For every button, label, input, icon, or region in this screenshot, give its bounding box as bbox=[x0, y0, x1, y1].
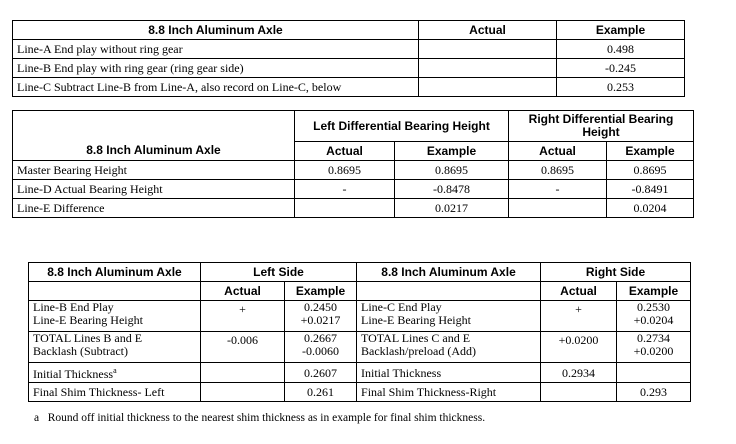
left-example-cell: 0.261 bbox=[285, 383, 357, 402]
row-label: Line-E Difference bbox=[13, 199, 295, 218]
row-label-line: Line-C End Play bbox=[361, 300, 442, 314]
footnote-marker: a bbox=[113, 366, 117, 375]
table-row bbox=[29, 383, 691, 402]
left-actual-cell[interactable] bbox=[201, 383, 285, 402]
row-label-text: Initial Thickness bbox=[33, 367, 114, 381]
row-label: Line-C Subtract Line-B from Line-A, also record on Line-C, below bbox=[13, 78, 419, 97]
actual-header: Actual bbox=[201, 282, 285, 301]
table-row bbox=[13, 59, 685, 78]
left-actual-cell[interactable]: + bbox=[201, 301, 285, 332]
footnote bbox=[34, 412, 485, 424]
left-example-cell: 0.8695 bbox=[395, 161, 509, 180]
row-label-line: Backlash/preload (Add) bbox=[361, 344, 476, 358]
left-side-header: Left Side bbox=[201, 263, 357, 282]
left-example-cell bbox=[285, 332, 357, 363]
footnote-text: Round off initial thickness to the nearest shim thickness as in example for final shim thickness. bbox=[47, 412, 486, 424]
example-header: Example bbox=[285, 282, 357, 301]
blank-cell bbox=[29, 282, 201, 301]
right-example-cell: -0.8491 bbox=[607, 180, 694, 199]
left-example-cell: 0.0217 bbox=[395, 199, 509, 218]
left-actual-cell[interactable]: - bbox=[295, 180, 395, 199]
table-subheader-row bbox=[29, 282, 691, 301]
right-example-cell: 0.293 bbox=[617, 383, 691, 402]
example-value: -0.0060 bbox=[302, 344, 339, 358]
left-example-cell: 0.2607 bbox=[285, 363, 357, 383]
row-label: Master Bearing Height bbox=[13, 161, 295, 180]
row-label-line: Backlash (Subtract) bbox=[33, 344, 128, 358]
right-example-cell: 0.0204 bbox=[607, 199, 694, 218]
right-actual-cell[interactable] bbox=[541, 383, 617, 402]
row-label-line: Line-E Bearing Height bbox=[361, 313, 471, 327]
table-row bbox=[29, 301, 691, 332]
end-play-table bbox=[12, 20, 685, 97]
left-example-cell: -0.8478 bbox=[395, 180, 509, 199]
row-label-line: Line-E Bearing Height bbox=[33, 313, 143, 327]
example-header: Example bbox=[557, 21, 685, 40]
right-table-title: 8.8 Inch Aluminum Axle bbox=[357, 263, 541, 282]
table-title: 8.8 Inch Aluminum Axle bbox=[13, 111, 295, 161]
actual-cell[interactable] bbox=[419, 78, 557, 97]
table-header-row bbox=[29, 263, 691, 282]
right-side-header: Right Side bbox=[541, 263, 691, 282]
actual-cell[interactable] bbox=[419, 59, 557, 78]
table-row bbox=[29, 363, 691, 383]
left-actual-cell[interactable] bbox=[295, 199, 395, 218]
row-label bbox=[357, 301, 541, 332]
example-value: +0.0200 bbox=[633, 344, 674, 358]
right-actual-cell[interactable]: + bbox=[541, 301, 617, 332]
right-example-cell: 0.8695 bbox=[607, 161, 694, 180]
left-table-title: 8.8 Inch Aluminum Axle bbox=[29, 263, 201, 282]
example-header: Example bbox=[607, 142, 694, 161]
left-example-cell bbox=[285, 301, 357, 332]
example-value: 0.2530 bbox=[637, 300, 671, 314]
table-row bbox=[13, 78, 685, 97]
right-actual-cell[interactable] bbox=[509, 199, 607, 218]
actual-header: Actual bbox=[509, 142, 607, 161]
row-label: Initial Thickness bbox=[357, 363, 541, 383]
row-label bbox=[29, 363, 201, 383]
right-actual-cell[interactable]: 0.8695 bbox=[509, 161, 607, 180]
left-actual-cell[interactable]: -0.006 bbox=[201, 332, 285, 363]
right-example-cell bbox=[617, 301, 691, 332]
right-actual-cell[interactable]: +0.0200 bbox=[541, 332, 617, 363]
example-cell: -0.245 bbox=[557, 59, 685, 78]
table-title: 8.8 Inch Aluminum Axle bbox=[13, 21, 419, 40]
example-cell: 0.498 bbox=[557, 40, 685, 59]
shim-thickness-table bbox=[28, 262, 691, 402]
row-label bbox=[29, 332, 201, 363]
table-row bbox=[13, 40, 685, 59]
example-value: 0.2667 bbox=[304, 331, 337, 345]
table-row bbox=[13, 199, 694, 218]
table-row bbox=[13, 180, 694, 199]
example-value: +0.0204 bbox=[633, 313, 674, 327]
example-value: 0.2450 bbox=[304, 300, 337, 314]
actual-header: Actual bbox=[541, 282, 617, 301]
left-actual-cell[interactable]: 0.8695 bbox=[295, 161, 395, 180]
left-actual-cell[interactable] bbox=[201, 363, 285, 383]
actual-cell[interactable] bbox=[419, 40, 557, 59]
row-label-line: Line-B End Play bbox=[33, 300, 114, 314]
row-label: Final Shim Thickness-Right bbox=[357, 383, 541, 402]
row-label: Final Shim Thickness- Left bbox=[29, 383, 201, 402]
actual-header: Actual bbox=[419, 21, 557, 40]
right-actual-cell[interactable]: - bbox=[509, 180, 607, 199]
example-value: +0.0217 bbox=[300, 313, 341, 327]
table-row bbox=[29, 332, 691, 363]
bearing-height-table bbox=[12, 110, 694, 218]
row-label-line: TOTAL Lines B and E bbox=[33, 331, 143, 345]
blank-cell bbox=[357, 282, 541, 301]
row-label-line: TOTAL Lines C and E bbox=[361, 331, 471, 345]
right-actual-cell[interactable]: 0.2934 bbox=[541, 363, 617, 383]
row-label bbox=[357, 332, 541, 363]
footnote-marker: a bbox=[34, 412, 40, 424]
table-header-row bbox=[13, 111, 694, 142]
example-header: Example bbox=[617, 282, 691, 301]
actual-header: Actual bbox=[295, 142, 395, 161]
example-header: Example bbox=[395, 142, 509, 161]
row-label: Line-B End play with ring gear (ring gear side) bbox=[13, 59, 419, 78]
row-label bbox=[29, 301, 201, 332]
row-label: Line-D Actual Bearing Height bbox=[13, 180, 295, 199]
right-bearing-header: Right Differential Bearing Height bbox=[509, 111, 694, 142]
right-example-cell bbox=[617, 363, 691, 383]
left-bearing-header: Left Differential Bearing Height bbox=[295, 111, 509, 142]
example-value: 0.2734 bbox=[637, 331, 671, 345]
table-header-row bbox=[13, 21, 685, 40]
example-cell: 0.253 bbox=[557, 78, 685, 97]
right-example-cell bbox=[617, 332, 691, 363]
table-row bbox=[13, 161, 694, 180]
row-label: Line-A End play without ring gear bbox=[13, 40, 419, 59]
